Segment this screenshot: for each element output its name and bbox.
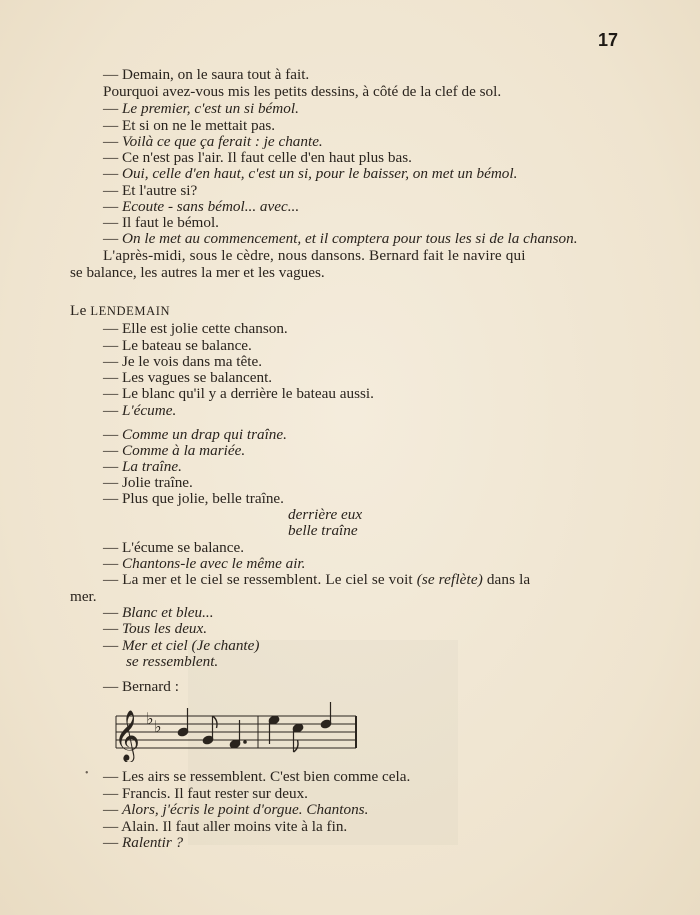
dialogue-line: — Plus que jolie, belle traîne. — [103, 490, 284, 507]
dialogue-line: — On le met au commencement, et il comptera pour tous les si de la chanson. — [103, 230, 578, 247]
dialogue-line: — Tous les deux. — [103, 620, 208, 637]
ink-speck: • — [85, 768, 89, 779]
paragraph-line: L'après-midi, sous le cèdre, nous dansons. Bernard fait le navire qui — [103, 247, 526, 264]
dialogue-line: — Demain, on le saura tout à fait. — [103, 66, 310, 83]
dialogue-line: — Comme un drap qui traîne. — [103, 426, 287, 443]
dialogue-line: — Comme à la mariée. — [103, 442, 246, 459]
dialogue-line: — Bernard : — [103, 678, 179, 695]
dialogue-line: — Francis. Il faut rester sur deux. — [103, 785, 308, 802]
dialogue-line: — Elle est jolie cette chanson. — [103, 320, 288, 337]
dialogue-line: — Ce n'est pas l'air. Il faut celle d'en haut plus bas. — [103, 149, 412, 166]
dialogue-continuation: mer. — [70, 588, 97, 605]
dialogue-line: — Blanc et bleu... — [103, 604, 214, 621]
dialogue-line: — Et l'autre si? — [103, 182, 198, 199]
dialogue-line: — Alors, j'écris le point d'orgue. Chantons. — [103, 801, 369, 818]
dialogue-line: — Alain. Il faut aller moins vite à la fin. — [103, 818, 348, 835]
dialogue-line: — L'écume se balance. — [103, 539, 245, 556]
dialogue-line: — Le bateau se balance. — [103, 337, 252, 354]
dialogue-line: — Jolie traîne. — [103, 474, 193, 491]
indented-verse: derrière eux — [288, 506, 363, 523]
dialogue-line: — Les vagues se balancent. — [103, 369, 273, 386]
dialogue-line: — Et si on ne le mettait pas. — [103, 117, 276, 134]
section-heading: Le LENDEMAIN — [70, 302, 171, 319]
dialogue-line: — Mer et ciel (Je chante) — [103, 637, 260, 654]
dialogue-continuation: se ressemblent. — [126, 653, 219, 670]
indented-verse: belle traîne — [288, 522, 358, 539]
dialogue-line: — Oui, celle d'en haut, c'est un si, pour le baisser, on met un bémol. — [103, 165, 518, 182]
music-staff — [108, 702, 360, 762]
dialogue-line: — Voilà ce que ça ferait : je chante. — [103, 133, 323, 150]
svg-text:♭: ♭ — [146, 709, 154, 728]
dialogue-line: — Ralentir ? — [103, 834, 184, 851]
svg-text:𝄞: 𝄞 — [114, 710, 141, 761]
dialogue-line: — Le blanc qu'il y a derrière le bateau aussi. — [103, 385, 374, 402]
dialogue-line: Pourquoi avez-vous mis les petits dessins, à côté de la clef de sol. — [103, 83, 502, 100]
page-number: 17 — [598, 30, 619, 50]
note-icon — [177, 702, 332, 752]
dialogue-line: — Ecoute - sans bémol... avec... — [103, 198, 300, 215]
dialogue-line: — Chantons-le avec le même air. — [103, 555, 306, 572]
svg-text:♭: ♭ — [154, 717, 162, 736]
treble-clef-icon — [114, 710, 140, 762]
dialogue-line: — Je le vois dans ma tête. — [103, 353, 263, 370]
dialogue-line: — La mer et le ciel se ressemblent. Le ciel se voit (se reflète) dans la — [103, 571, 531, 588]
dialogue-line: — L'écume. — [103, 402, 177, 419]
dialogue-line: — La traîne. — [103, 458, 182, 475]
dialogue-line: — Le premier, c'est un si bémol. — [103, 100, 299, 117]
dialogue-line: — Il faut le bémol. — [103, 214, 219, 231]
dialogue-line: — Les airs se ressemblent. C'est bien comme cela. — [103, 768, 411, 785]
paragraph-line: se balance, les autres la mer et les vagues. — [70, 264, 325, 281]
